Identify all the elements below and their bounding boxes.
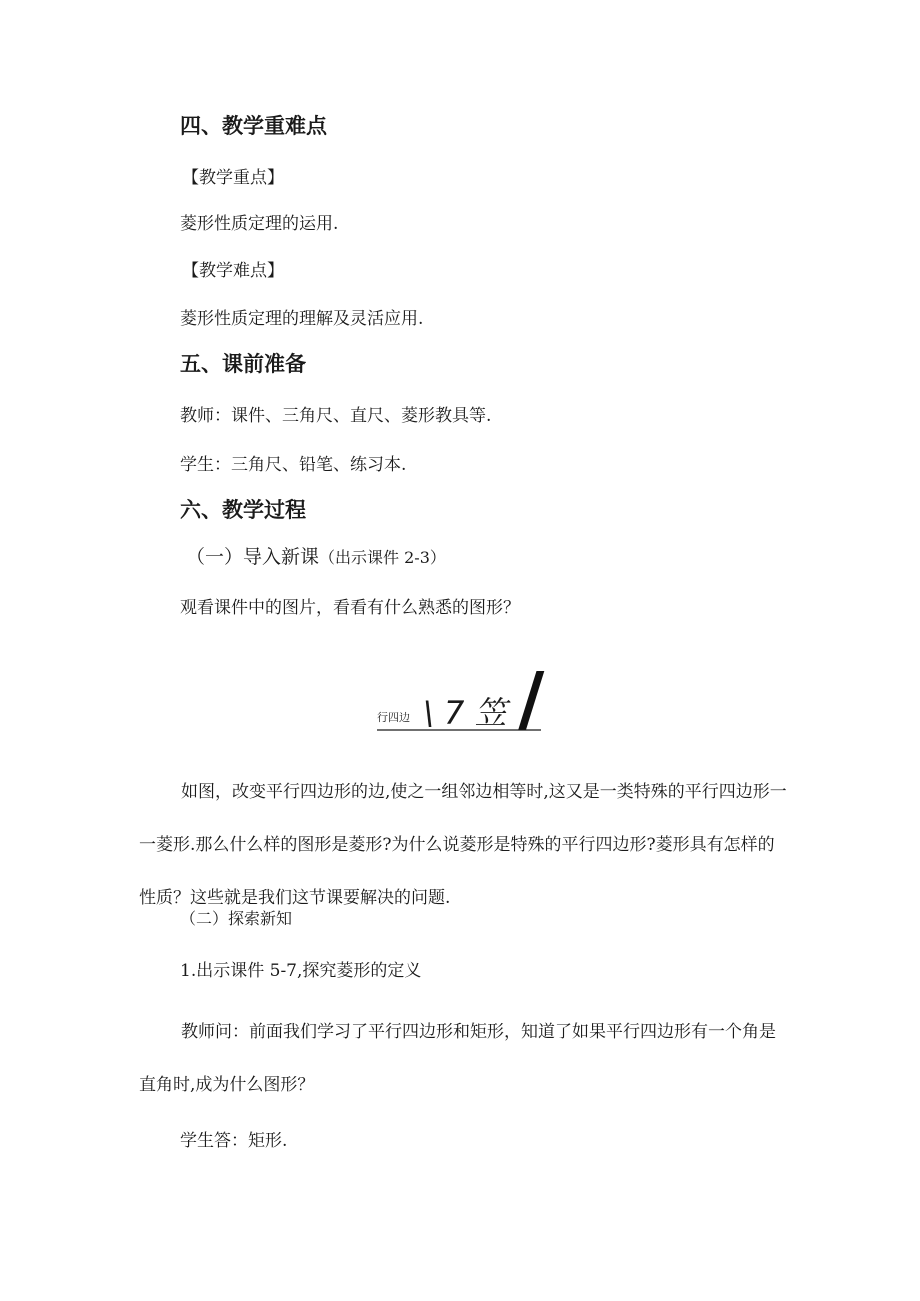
section-4-title: 四、教学重难点 bbox=[180, 113, 327, 138]
teacher-question: 教师问：前面我们学习了平行四边形和矩形，知道了如果平行四边形有一个角是直角时,成为什么图形？ bbox=[139, 1022, 776, 1095]
student-answer: 学生答：矩形. bbox=[180, 1131, 288, 1151]
key-points-text: 菱形性质定理的运用. bbox=[180, 214, 339, 234]
parallelogram-figure bbox=[375, 648, 545, 734]
key-points-label: 【教学重点】 bbox=[182, 168, 284, 188]
part-1-title: （一）导入新课 bbox=[186, 546, 320, 568]
part-2-heading: （二）探索新知 bbox=[180, 909, 293, 928]
figure-glyphs: \ 7 笠 bbox=[423, 694, 507, 732]
difficult-points-text: 菱形性质定理的理解及灵活应用. bbox=[180, 309, 424, 329]
intro-paragraph: 如图，改变平行四边形的边,使之一组邻边相等时,这又是一类特殊的平行四边形一一菱形.那么什么样的图形是菱形?为什么说菱形是特殊的平行四边形?菱形具有怎样的性质？这些就是我们这节课要解决的问题. bbox=[139, 782, 787, 908]
part-1-note: （出示课件 2-3） bbox=[319, 548, 446, 567]
item-1-text: 1.出示课件 5-7,探究菱形的定义 bbox=[180, 961, 422, 981]
part-1-heading bbox=[186, 542, 446, 569]
difficult-points-label: 【教学难点】 bbox=[182, 261, 284, 281]
teacher-prep: 教师：课件、三角尺、直尺、菱形教具等. bbox=[180, 406, 492, 426]
section-6-title: 六、教学过程 bbox=[180, 497, 306, 522]
intro-question: 观看课件中的图片，看看有什么熟悉的图形？ bbox=[180, 598, 520, 618]
student-prep: 学生：三角尺、铅笔、练习本. bbox=[180, 455, 407, 475]
figure-svg bbox=[375, 648, 545, 734]
figure-big-mark: / bbox=[518, 657, 545, 734]
section-5-title: 五、课前准备 bbox=[180, 351, 306, 376]
figure-small-label: 行四边 bbox=[377, 711, 410, 724]
